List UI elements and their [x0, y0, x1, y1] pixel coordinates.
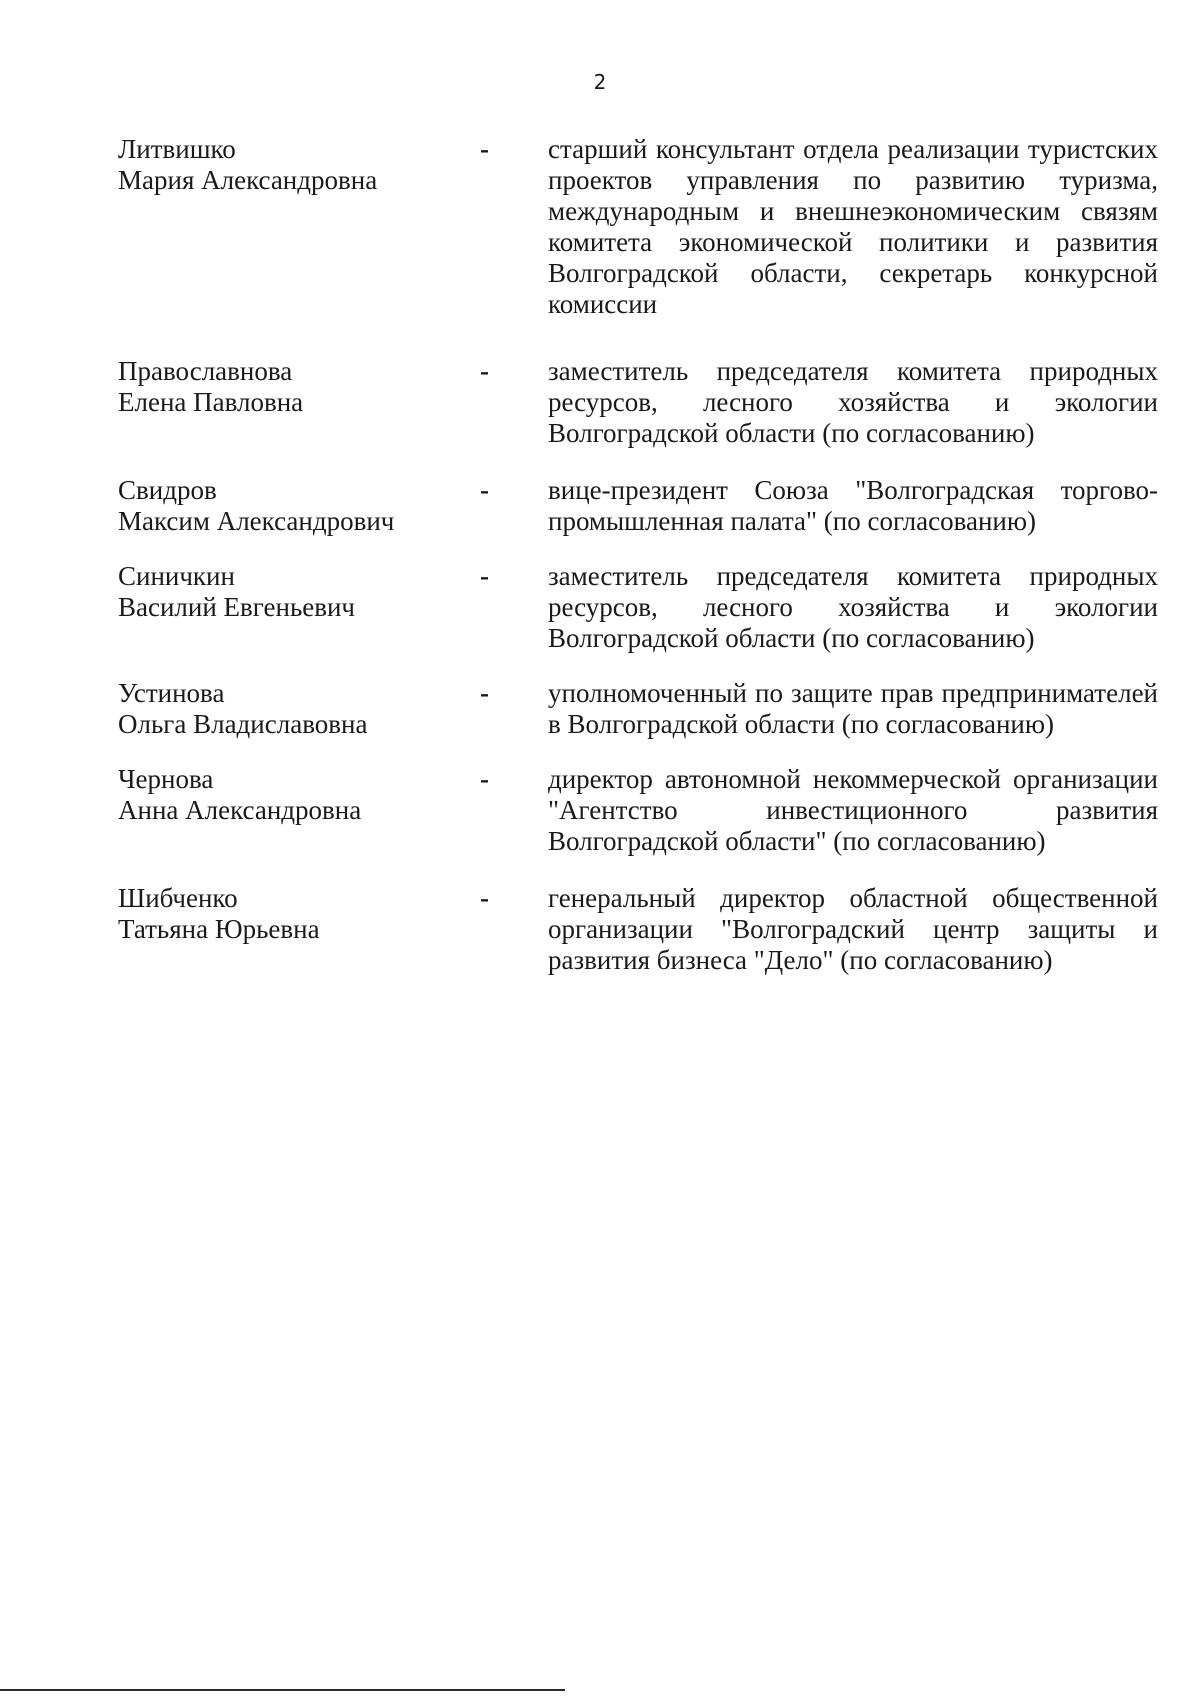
member-given-names: Мария Александровна	[118, 165, 378, 195]
member-name	[118, 134, 480, 196]
member-name	[118, 883, 480, 945]
member-name	[118, 475, 480, 537]
member-dash: -	[480, 561, 489, 591]
member-surname: Устинова	[118, 678, 225, 708]
member-name	[118, 678, 480, 740]
member-dash: -	[480, 764, 489, 794]
member-surname: Шибченко	[118, 883, 238, 913]
member-entry	[118, 678, 1158, 740]
member-dash: -	[480, 134, 489, 164]
member-entry	[118, 134, 1158, 320]
member-entry	[118, 356, 1158, 449]
member-surname: Чернова	[118, 764, 214, 794]
member-given-names: Татьяна Юрьевна	[118, 914, 320, 944]
member-given-names: Анна Александровна	[118, 795, 362, 825]
member-given-names: Елена Павловна	[118, 387, 304, 417]
page-number: 2	[593, 70, 607, 94]
member-name	[118, 764, 480, 826]
member-surname: Литвишко	[118, 134, 236, 164]
member-dash: -	[480, 883, 489, 913]
member-given-names: Максим Александрович	[118, 506, 395, 536]
member-entry	[118, 561, 1158, 654]
member-entry	[118, 764, 1158, 857]
member-name	[118, 561, 480, 623]
member-role: заместитель председателя комитета природных ресурсов, лесного хозяйства и экологии Волгоградской области (по согласованию)	[548, 356, 1158, 448]
member-entry	[118, 883, 1158, 976]
member-dash: -	[480, 678, 489, 708]
member-role: заместитель председателя комитета природных ресурсов, лесного хозяйства и экологии Волгоградской области (по согласованию)	[548, 561, 1158, 653]
footer-rule	[0, 1689, 565, 1691]
member-role: директор автономной некоммерческой организации "Агентство инвестиционного развития Волгоградской области" (по согласованию)	[548, 764, 1158, 856]
member-role: вице-президент Союза "Волгоградская торгово-промышленная палата" (по согласованию)	[548, 475, 1158, 536]
member-given-names: Василий Евгеньевич	[118, 592, 356, 622]
member-surname: Православнова	[118, 356, 293, 386]
member-role: уполномоченный по защите прав предпринимателей в Волгоградской области (по согласованию)	[548, 678, 1158, 739]
member-surname: Свидров	[118, 475, 217, 505]
member-surname: Синичкин	[118, 561, 235, 591]
member-entry	[118, 475, 1158, 537]
member-dash: -	[480, 356, 489, 386]
member-dash: -	[480, 475, 489, 505]
member-role: генеральный директор областной общественной организации "Волгоградский центр защиты и развития бизнеса "Дело" (по согласованию)	[548, 883, 1158, 975]
member-given-names: Ольга Владиславовна	[118, 709, 368, 739]
member-name	[118, 356, 480, 418]
member-role: старший консультант отдела реализации туристских проектов управления по развитию туризма, международным и внешнеэкономическим связям комитета экономической политики и развития Волгоградской области, секретарь конкурсной комиссии	[548, 134, 1158, 319]
commission-member-list	[118, 134, 1158, 976]
